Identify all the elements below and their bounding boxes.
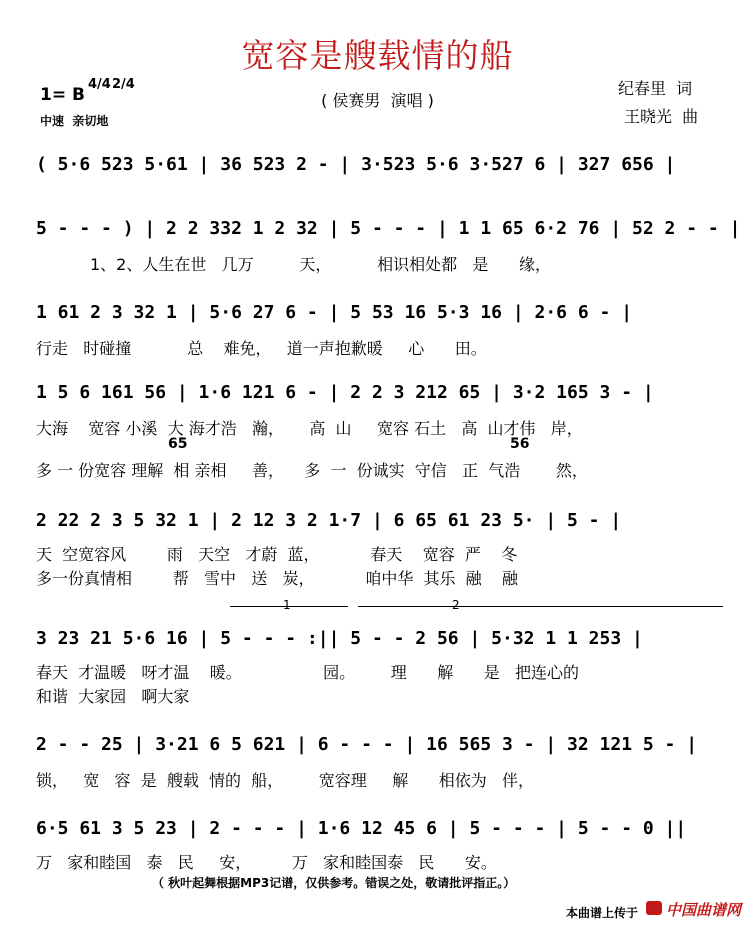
notation-row: 2 - - 25 | 3·21 6 5 621 | 6 - - - | 16 565 3 - | 32 121 5 - | bbox=[36, 734, 698, 755]
lyric-line: 锁， 宽 容 是 艘载 情的 船， 宽容理 解 相依为 伴， bbox=[36, 771, 535, 790]
alt-notes-mark: 56 bbox=[510, 436, 530, 452]
notation-row: 1 61 2 3 32 1 | 5·6 27 6 - | 5 53 16 5·3 16 | 2·6 6 - | bbox=[36, 302, 633, 323]
site-logo-icon bbox=[646, 901, 662, 915]
notation-row: ( 5·6 523 5·61 | 36 523 2 - | 3·523 5·6 3·527 6 | 327 656 | bbox=[36, 154, 676, 175]
lyric-line: 和谐 大家园 啊大家 bbox=[36, 687, 190, 706]
notation-row: 1 5 6 161 56 | 1·6 121 6 - | 2 2 3 212 65 | 3·2 165 3 - | bbox=[36, 382, 654, 403]
lyric-line: 多 一 份宽容 理解 相 亲相 善， 多 一 份诚实 守信 正 气浩 然， bbox=[36, 461, 588, 480]
lyric-line: 1、2、人生在世 几万 天， 相识相处都 是 缘， bbox=[90, 255, 551, 274]
transcription-note: （ 秋叶起舞根据MP3记谱，仅供参考。错误之处，敬请批评指正。） bbox=[152, 876, 516, 890]
page-title: 宽容是艘载情的船 bbox=[241, 36, 514, 75]
upload-credit: 本曲谱上传于 bbox=[566, 906, 639, 920]
key-signature: 1= B bbox=[40, 85, 85, 105]
lyric-line: 春天 才温暖 呀才温 暖。 园。 理 解 是 把连心的 bbox=[36, 663, 580, 682]
time-signature-1: 4/4 bbox=[88, 77, 111, 92]
lyric-line: 万 家和睦国 泰 民 安， 万 家和睦国泰 民 安。 bbox=[36, 853, 497, 872]
lyric-line: 行走 时碰撞 总 难免， 道一声抱歉暖 心 田。 bbox=[36, 339, 487, 358]
singer-credit: ( 侯赛男 演唱 ) bbox=[321, 91, 434, 110]
alt-notes-mark: 65 bbox=[168, 436, 188, 452]
notation-row: 3 23 21 5·6 16 | 5 - - - :|| 5 - - 2 56 | 5·32 1 1 253 | bbox=[36, 628, 643, 649]
time-signature-2: 2/4 bbox=[112, 77, 135, 92]
composer: 王晓光 曲 bbox=[624, 107, 699, 126]
lyric-line: 多一份真情相 帮 雪中 送 炭， 咱中华 其乐 融 融 bbox=[36, 569, 519, 588]
lyricist: 纪春里 词 bbox=[618, 79, 693, 98]
tempo-marking: 中速 亲切地 bbox=[40, 114, 109, 128]
lyric-line: 天 空宽容风 雨 天空 才蔚 蓝， 春天 宽容 严 冬 bbox=[36, 545, 518, 564]
notation-row: 2 22 2 3 5 32 1 | 2 12 3 2 1·7 | 6 65 61 23 5· | 5 - | bbox=[36, 510, 622, 531]
lyric-line: 大海 宽容 小溪 大 海才浩 瀚， 高 山 宽容 石土 高 山才伟 岸， bbox=[36, 419, 583, 438]
volta-label: 2 bbox=[452, 598, 460, 612]
volta-bracket bbox=[358, 606, 723, 607]
volta-label: 1 bbox=[283, 598, 291, 612]
site-name[interactable]: 中国曲谱网 bbox=[666, 901, 742, 919]
notation-row: 6·5 61 3 5 23 | 2 - - - | 1·6 12 45 6 | 5 - - - | 5 - - 0 || bbox=[36, 818, 687, 839]
notation-row: 5 - - - ) | 2 2 332 1 2 32 | 5 - - - | 1 1 65 6·2 76 | 52 2 - - | bbox=[36, 218, 741, 239]
